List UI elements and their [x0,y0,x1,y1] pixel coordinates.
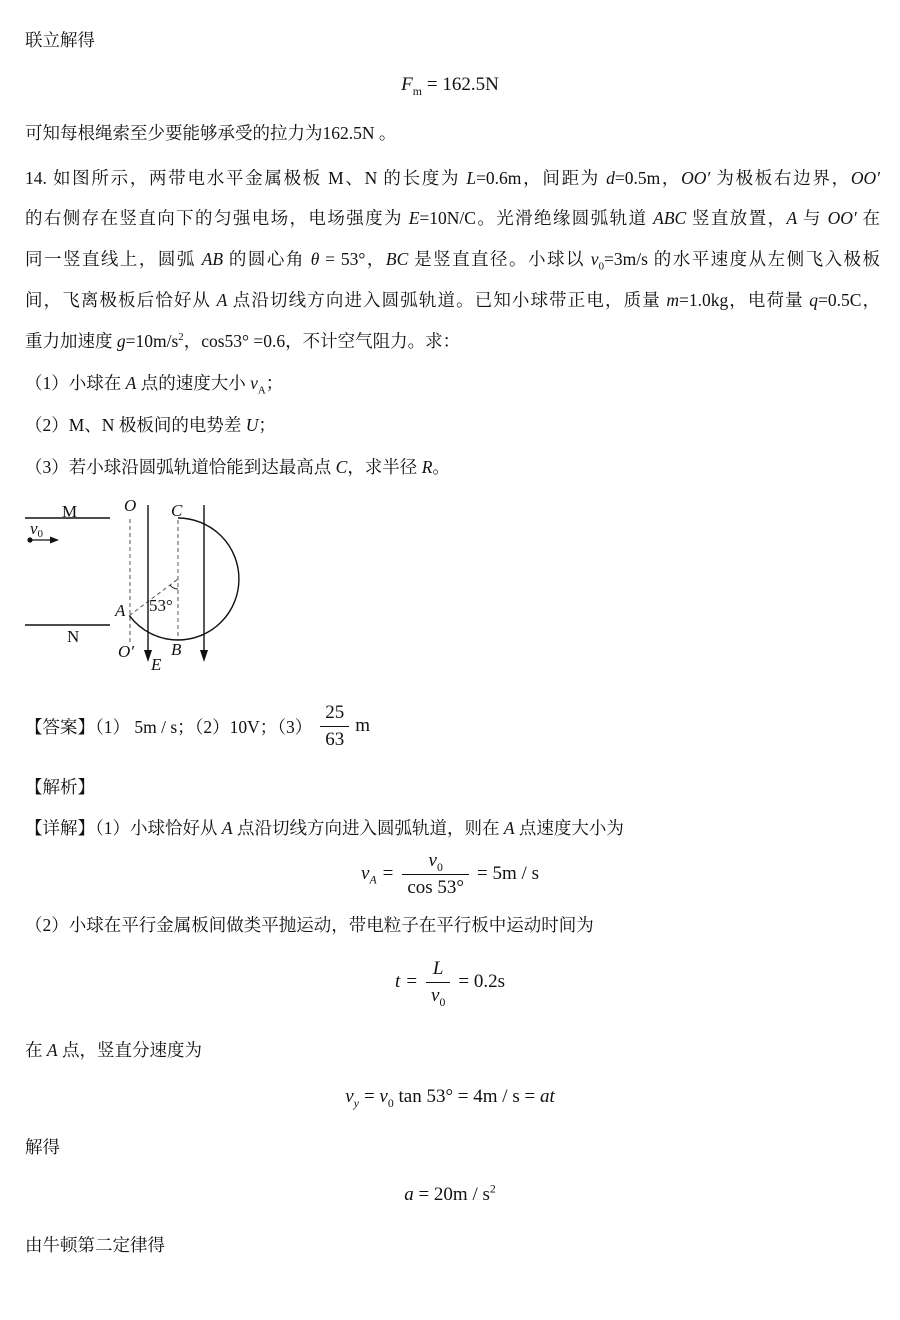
problem-text: =0.5C， [817,290,881,310]
eq-text: = [363,1086,380,1107]
fraction-numerator [402,850,469,875]
eq-rhs: = 0.2s [458,970,505,992]
variable-distance: d [606,168,615,188]
exponent: 2 [489,1182,496,1196]
question-text: ； [265,373,284,393]
point-o-prime-label: O′ [118,642,134,661]
problem-text: 重力加速度 [25,331,117,351]
problem-text: 同一竖直线上，圆弧 [25,249,202,269]
detail-text: 点沿切线方向进入圆弧轨道，则在 [232,818,504,838]
problem-text: 与 [797,208,828,228]
eq-variable: v [379,1086,388,1107]
question-text: （1）小球在 [25,373,126,393]
problem-line-2 [25,206,880,230]
problem-text: =0.6m，间距为 [476,168,607,188]
fraction [426,958,450,1007]
variable-gravity: g [116,331,126,351]
boundary-oo-prime: OO′ [850,168,880,188]
eq-subscript: y [353,1096,359,1110]
point-a: A [786,208,798,228]
equals-sign: = [382,862,394,884]
variable-length: L [466,168,477,188]
point-a: A [216,290,228,310]
diameter-bc: BC [385,249,409,269]
problem-line-4 [25,288,880,312]
eq-variable: v [431,985,440,1006]
variable-voltage: U [245,415,259,435]
question-text: 点的速度大小 [136,373,251,393]
fraction [402,850,469,899]
detail-line-5: 由牛顿第二定律得 [25,1235,165,1255]
prev-intro: 联立解得 [25,30,95,50]
equals-sign: = [406,970,418,992]
problem-text: =3m/s 的水平速度从左侧飞入极板 [603,249,881,269]
plate-n-label: N [67,627,80,646]
fraction-numerator: 25 [320,702,349,727]
eq-rhs: = 5m / s [477,862,539,884]
question-text: ，求半径 [347,457,422,477]
problem-text: =10N/C。光滑绝缘圆弧轨道 [419,208,654,228]
point-a: A [125,373,137,393]
answer-fraction [320,702,349,751]
detail-text: 点速度大小为 [514,818,624,838]
prev-conclusion: 可知每根绳索至少要能够承受的拉力为162.5N 。 [25,123,397,143]
eq-subscript: 0 [387,1096,394,1110]
velocity-arrowhead [50,537,59,544]
detail-line-4: 解得 [25,1137,60,1157]
problem-text: =0.5m， [614,168,682,188]
variable-velocity: v [590,249,599,269]
boundary-oo-prime: OO′ [827,208,857,228]
eq-variable: a [404,1184,414,1205]
point-c: C [335,457,348,477]
problem-text: 为极板右边界， [710,168,851,188]
eq-variable: v [428,850,437,871]
variable-mass: m [666,290,679,310]
answer-prefix: 【答案】（1） 5m / s；（2）10V；（3） [25,716,313,737]
detail-text: 在 [25,1040,47,1060]
point-c-label: C [171,501,183,520]
velocity-subscript: 0 [37,528,44,540]
point-a-label: A [115,601,126,620]
arc-track [129,518,239,640]
eq-rhs: = 20m / s [413,1184,490,1205]
question-text: 。 [432,457,450,477]
angle-arc [170,585,178,589]
problem-text: 点沿切线方向进入圆弧轨道。已知小球带正电，质量 [227,290,667,310]
problem-text: =10m/s [125,331,179,351]
problem-text: 竖直放置， [686,208,787,228]
eq-variable: v [345,1086,354,1107]
problem-line-5 [25,329,880,353]
physics-diagram [0,490,260,680]
velocity-subscript: A [257,384,266,397]
eq-variable: t [395,970,401,992]
question-text: （2）M、N 极板间的电势差 [25,415,246,435]
problem-line-3 [25,247,880,271]
velocity-label [30,519,44,540]
question-3 [25,455,880,479]
problem-text: 的圆心角 [223,249,311,269]
eq-text: tan 53° = 4m / s = [393,1086,540,1107]
arc-ab: AB [201,249,224,269]
eq-rhs: at [539,1086,555,1107]
variable-velocity: v [250,373,258,393]
fraction-numerator: L [426,958,450,983]
problem-text: 在 [856,208,881,228]
problem-text: 间，飞离极板后恰好从 [25,290,217,310]
fraction-denominator: cos 53° [407,877,465,898]
plate-m-label: M [62,502,78,521]
answer-unit: m [355,715,371,736]
detail-line-1 [25,816,880,840]
point-a: A [46,1040,58,1060]
question-text: （3）若小球沿圆弧轨道恰能到达最高点 [25,457,336,477]
detail-line-3 [25,1038,880,1062]
field-arrowhead [200,650,208,662]
answer-line [25,698,370,754]
equation-acceleration [10,1182,890,1208]
problem-line-1 [25,166,880,190]
detail-line-2: （2）小球在平行金属板间做类平抛运动，带电粒子在平行板中运动时间为 [25,915,594,935]
eq-subscript: m [412,84,422,98]
question-text: ； [258,415,276,435]
problem-text: = 53°， [319,249,386,269]
track-abc: ABC [653,208,687,228]
equation-time [10,958,890,1007]
variable-theta: θ [310,249,320,269]
detail-text: 【详解】（1）小球恰好从 [25,818,222,838]
exponent: 2 [178,331,184,344]
angle-label: 53° [149,596,173,615]
detail-text: 点，竖直分速度为 [57,1040,202,1060]
point-b-label: B [171,640,182,659]
velocity-subscript: 0 [598,260,604,273]
eq-subscript: 0 [436,860,443,874]
eq-subscript: A [369,873,377,887]
equation-tension [10,72,890,98]
equation-velocity-a [10,850,890,899]
point-o-label: O [124,496,137,515]
boundary-oo-prime: OO′ [681,168,711,188]
problem-text: =1.0kg，电荷量 [678,290,810,310]
fraction-denominator: 63 [325,728,345,750]
variable-charge: q [809,290,818,310]
eq-variable: v [361,862,370,884]
problem-text: 14. 如图所示，两带电水平金属极板 M、N 的长度为 [25,168,467,188]
equation-vertical-velocity [10,1084,890,1110]
velocity-var: v [30,519,38,538]
question-1 [25,371,880,395]
eq-variable: F [401,74,413,95]
point-a: A [503,818,515,838]
variable-field: E [408,208,420,228]
question-2 [25,413,880,437]
eq-rhs: = 162.5N [426,74,499,95]
point-a: A [221,818,233,838]
problem-text: 是竖直直径。小球以 [408,249,591,269]
eq-subscript: 0 [439,995,446,1009]
field-label: E [151,655,162,674]
analysis-label: 【解析】 [25,777,95,797]
problem-text: ，cos53° =0.6，不计空气阻力。求： [183,331,461,351]
problem-text: 的右侧存在竖直向下的匀强电场，电场强度为 [25,208,409,228]
variable-radius: R [421,457,433,477]
fraction-denominator [426,983,450,1007]
